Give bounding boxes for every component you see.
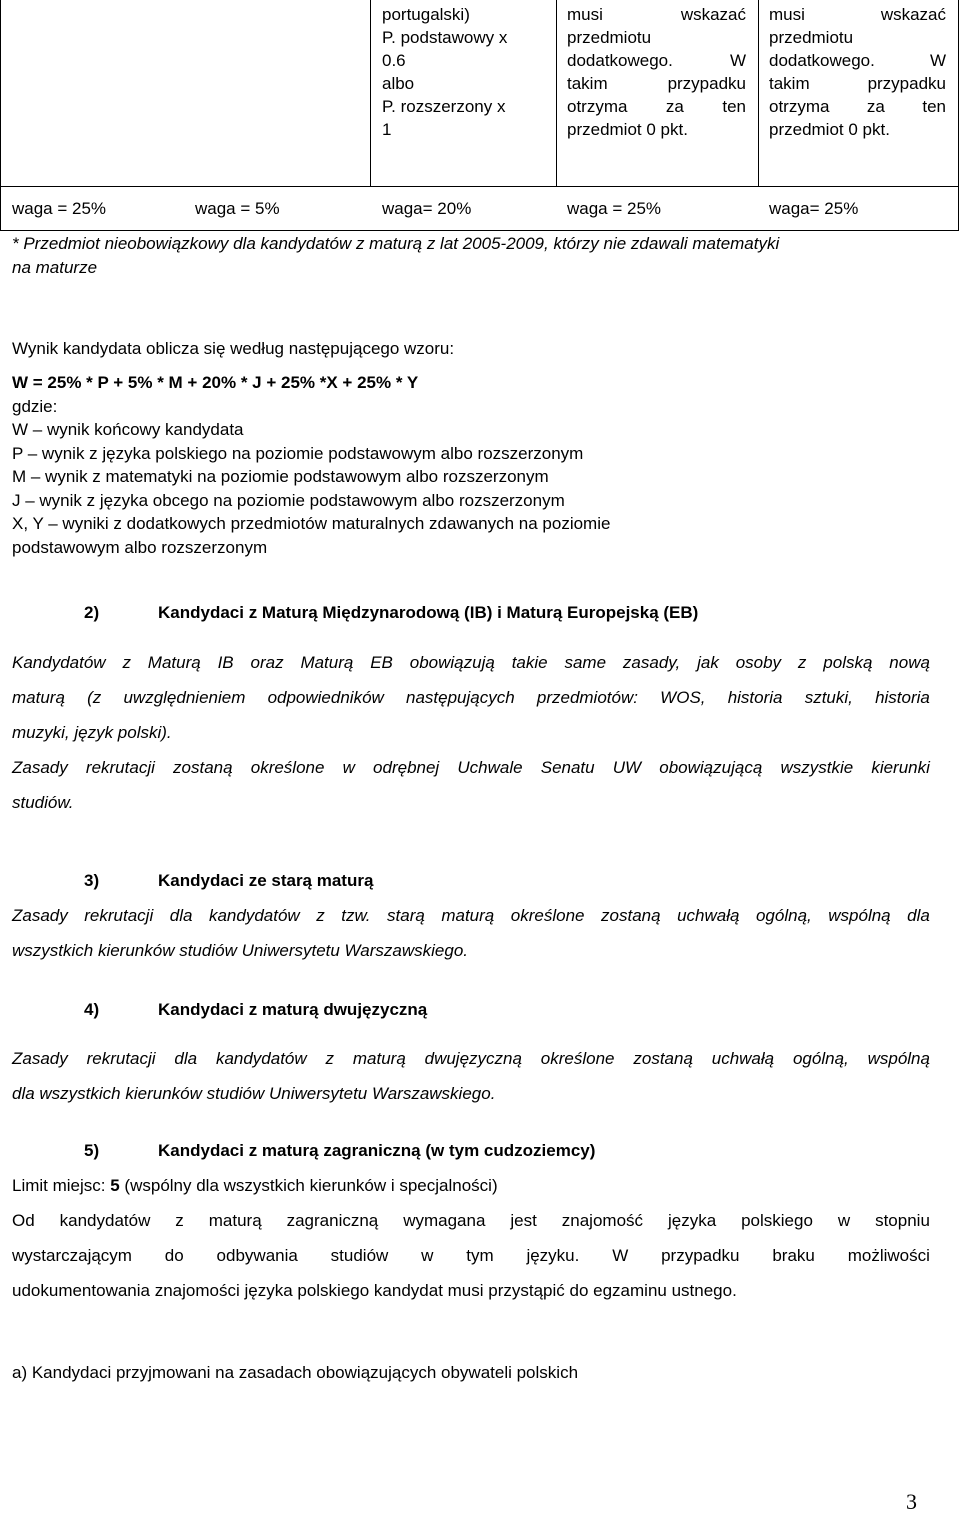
word: w [837, 1211, 851, 1230]
word: odpowiedników [267, 688, 384, 707]
paragraph-line: dla wszystkich kierunków studiów Uniwersytetu Warszawskiego. [12, 1084, 496, 1103]
word: otrzyma [567, 97, 628, 116]
limit-note: (wspólny dla wszystkich kierunków i specjalności) [119, 1176, 498, 1195]
word: studiów [330, 1246, 389, 1265]
paragraph-line: studiów. [12, 793, 74, 812]
section-title: Kandydaci z maturą zagraniczną (w tym cudzoziemcy) [158, 1141, 596, 1160]
word: kandydatów [215, 1049, 307, 1068]
word: W [612, 1246, 629, 1265]
word: historia [875, 688, 930, 707]
word: starą [387, 906, 425, 925]
word: w [421, 1246, 434, 1265]
word: przypadku [661, 1246, 740, 1265]
word: wskazać [880, 5, 946, 24]
section-5-body [12, 1168, 930, 1308]
limit-label: Limit miejsc: [12, 1176, 111, 1195]
word: polskiego [741, 1211, 813, 1230]
footnote-line: * Przedmiot nieobowiązkowy dla kandydatów z maturą z lat 2005-2009, którzy nie zdawali matematyki [12, 234, 780, 253]
word: dla [169, 906, 193, 925]
word: obowiązują [409, 653, 495, 672]
word: odrębnej [373, 758, 440, 777]
weight-subject-x: waga = 25% [567, 199, 662, 218]
paragraph-line: muzyki, język polski). [12, 723, 172, 742]
word: określone [540, 1049, 615, 1068]
word: zostaną [633, 1049, 693, 1068]
word: określone [250, 758, 325, 777]
word: tzw. [341, 906, 371, 925]
section-number: 4) [84, 1000, 100, 1019]
word: Kandydatów [12, 653, 106, 672]
word: otrzyma [769, 97, 830, 116]
formula-line: gdzie: [12, 396, 58, 416]
section-title: Kandydaci z Maturą Międzynarodową (IB) i Maturą Europejską (EB) [158, 603, 699, 622]
word: musi [567, 5, 603, 24]
word: dla [174, 1049, 198, 1068]
page-number: 3 [906, 1489, 917, 1514]
word: maturą [208, 1211, 262, 1230]
cell-line: albo [382, 74, 415, 93]
formula-equation: W = 25% * P + 5% * M + 20% * J + 25% *X + 25% * Y [12, 373, 419, 392]
word: jak [697, 653, 719, 672]
word: języka [667, 1211, 717, 1230]
section-2-heading [84, 603, 699, 623]
cell-line: 0.6 [382, 51, 406, 70]
word: określone [510, 906, 585, 925]
word: polską [823, 653, 873, 672]
word: w [342, 758, 355, 777]
section-title: Kandydaci ze starą maturą [158, 871, 374, 890]
formula-line: X, Y – wyniki z dodatkowych przedmiotów maturalnych zdawanych na poziomie [12, 514, 611, 533]
formula-line: P – wynik z języka polskiego na poziomie podstawowym albo rozszerzonym [12, 443, 584, 463]
word: wymagana [403, 1211, 486, 1230]
word: języku. [526, 1246, 580, 1265]
word: następujących [406, 688, 515, 707]
word: IB [217, 653, 234, 672]
word: ten [722, 97, 746, 116]
word: EB [370, 653, 393, 672]
section-3-heading [84, 871, 374, 891]
word: zostaną [601, 906, 661, 925]
word: Maturą [300, 653, 354, 672]
section-2-body [12, 645, 930, 820]
word: takim [769, 74, 810, 93]
word: historia [727, 688, 783, 707]
word: tym [466, 1246, 494, 1265]
word: z [797, 653, 807, 672]
word: Maturą [147, 653, 201, 672]
word: Zasady [12, 758, 68, 777]
section-title: Kandydaci z maturą dwujęzyczną [158, 1000, 428, 1019]
word: wystarczającym [12, 1246, 132, 1265]
word: Senatu [540, 758, 595, 777]
limit-line [12, 1168, 930, 1203]
word: maturą [441, 906, 495, 925]
weight-subject-y: waga= 25% [769, 199, 859, 218]
section-5-heading [84, 1141, 596, 1161]
paragraph-line: wszystkich kierunków studiów Uniwersytetu Warszawskiego. [12, 941, 469, 960]
word: (z [87, 688, 102, 707]
word: kierunki [871, 758, 930, 777]
word: W [929, 51, 946, 70]
formula-intro [12, 337, 930, 360]
word: Uchwale [457, 758, 523, 777]
word: przedmiot 0 pkt. [567, 120, 688, 139]
weight-foreign-language: waga= 20% [382, 199, 472, 218]
word: oraz [250, 653, 284, 672]
word: rekrutacji [85, 758, 155, 777]
word: takim [567, 74, 608, 93]
table-cell-additional-subject-y [769, 3, 946, 141]
word: nową [889, 653, 930, 672]
formula-line: J – wynik z języka obcego na poziomie podstawowym albo rozszerzonym [12, 490, 565, 510]
word: ten [922, 97, 946, 116]
formula-line: podstawowym albo rozszerzonym [12, 537, 268, 557]
word: zasady, [622, 653, 681, 672]
word: kandydatów [208, 906, 300, 925]
word: odbywania [216, 1246, 298, 1265]
word: rekrutacji [86, 1049, 156, 1068]
word: dodatkowego. [769, 51, 875, 70]
word: wszystkie [780, 758, 854, 777]
subpoint-a [12, 1361, 930, 1384]
word: przypadku [667, 74, 746, 93]
word: takie [511, 653, 548, 672]
word: uchwałą [677, 906, 740, 925]
section-number: 5) [84, 1141, 100, 1160]
word: wskazać [680, 5, 746, 24]
word: zagraniczną [286, 1211, 379, 1230]
word: maturą [12, 688, 65, 707]
word: za [665, 97, 684, 116]
word: UW [612, 758, 642, 777]
paragraph-line: udokumentowania znajomości języka polskiego kandydat musi przystąpić do egzaminu ustnego. [12, 1281, 737, 1300]
word: zostaną [173, 758, 233, 777]
table-cell-additional-subject-x [567, 3, 746, 141]
footnote [12, 232, 930, 279]
weight-polish: waga = 25% [12, 199, 107, 218]
word: możliwości [847, 1246, 930, 1265]
word: przedmiot 0 pkt. [769, 120, 890, 139]
section-number: 2) [84, 603, 100, 622]
section-3-body [12, 898, 930, 968]
word: przypadku [867, 74, 946, 93]
formula-intro-text: Wynik kandydata oblicza się według następującego wzoru: [12, 339, 455, 358]
word: sztuki, [804, 688, 853, 707]
word: W [729, 51, 746, 70]
section-4-body [12, 1041, 930, 1111]
word: dodatkowego. [567, 51, 673, 70]
section-4-heading [84, 1000, 428, 1020]
word: maturą [352, 1049, 406, 1068]
word: dla [907, 906, 930, 925]
word: znajomość [561, 1211, 644, 1230]
word: same [564, 653, 607, 672]
word: rekrutacji [84, 906, 154, 925]
limit-value: 5 [110, 1176, 120, 1195]
cell-line: P. podstawowy x [382, 28, 508, 47]
word: Zasady [12, 906, 68, 925]
word: wspólną [828, 906, 891, 925]
cell-line: 1 [382, 120, 392, 139]
section-number: 3) [84, 871, 100, 890]
word: stopniu [875, 1211, 930, 1230]
word: przedmiotów: [536, 688, 638, 707]
word: z [316, 906, 325, 925]
word: musi [769, 5, 805, 24]
table-cell-language-weights [382, 3, 547, 141]
word: ogólną, [792, 1049, 849, 1068]
word: osoby [735, 653, 782, 672]
footnote-line: na maturze [12, 257, 98, 277]
weight-math: waga = 5% [195, 199, 280, 218]
word: jest [510, 1211, 537, 1230]
word: uchwałą [711, 1049, 775, 1068]
word: Zasady [12, 1049, 68, 1068]
word: do [164, 1246, 184, 1265]
formula-line: M – wynik z matematyki na poziomie podstawowym albo rozszerzonym [12, 467, 549, 486]
word: z [325, 1049, 335, 1068]
word: z [175, 1211, 184, 1230]
word: przedmiotu [567, 28, 652, 47]
word: obowiązującą [659, 758, 763, 777]
word: z [122, 653, 131, 672]
word: WOS, [660, 688, 706, 707]
cell-line: portugalski) [382, 5, 470, 24]
word: dwujęzyczną [424, 1049, 522, 1068]
subpoint-text: a) Kandydaci przyjmowani na zasadach obowiązujących obywateli polskich [12, 1363, 579, 1382]
formula-block [12, 371, 930, 559]
word: uwzględnieniem [123, 688, 246, 707]
word: kandydatów [59, 1211, 151, 1230]
word: przedmiotu [769, 28, 854, 47]
word: Od [12, 1211, 35, 1230]
cell-line: P. rozszerzony x [382, 97, 506, 116]
formula-line: W – wynik końcowy kandydata [12, 420, 244, 439]
word: wspólną [867, 1049, 930, 1068]
word: braku [772, 1246, 815, 1265]
word: ogólną, [755, 906, 812, 925]
word: za [866, 97, 885, 116]
